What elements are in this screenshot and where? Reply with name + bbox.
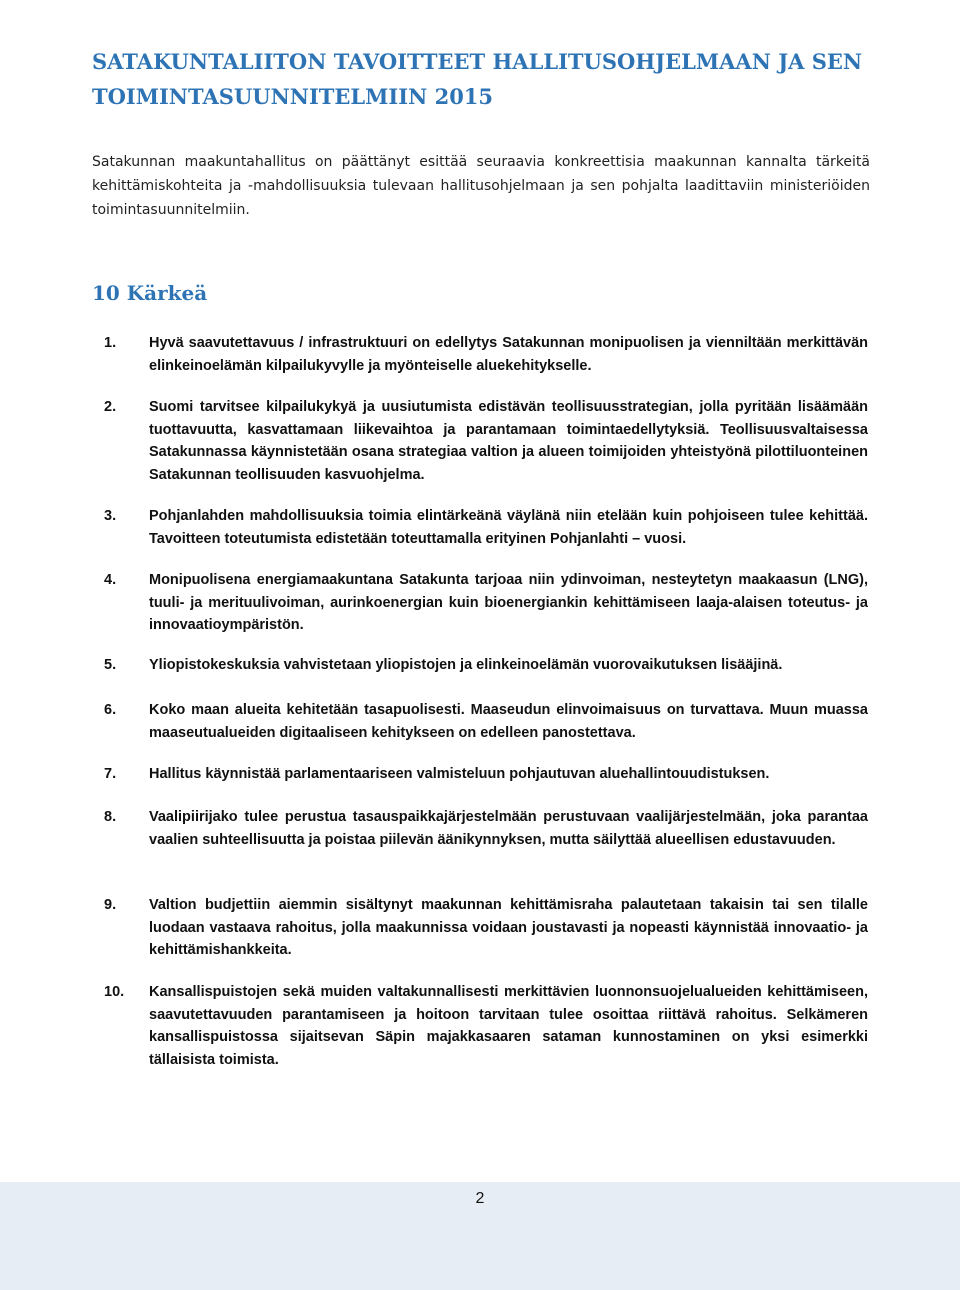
page-title: SATAKUNTALIITON TAVOITTEET HALLITUSOHJELMAAN JA SEN TOIMINTASUUNNITELMIIN 2015	[92, 49, 863, 109]
item-number: 10.	[104, 984, 125, 1000]
item-number: 7.	[104, 766, 117, 782]
list-item	[104, 699, 868, 744]
list-item	[104, 569, 868, 637]
item-text: Pohjanlahden mahdollisuuksia toimia elintärkeänä väylänä niin etelään kuin pohjoiseen tulee kehittää. Tavoitteen toteutumista edistetään toteuttamalla erityinen Pohjanlahti – vuosi.	[149, 508, 868, 547]
item-text: Hyvä saavutettavuus / infrastruktuuri on edellytys Satakunnan monipuolisen ja vienniltään merkittävän elinkeinoelämän kilpailukyvylle ja myönteiselle aluekehitykselle.	[149, 335, 868, 374]
item-text: Suomi tarvitsee kilpailukykyä ja uusiutumista edistävän teollisuusstrategian, jolla pyritään lisäämään tuottavuutta, kasvattamaan liikevaihtoa ja parantamaan toimintaedellytyksiä. Teollisuusvaltaisessa Satakunnassa käynnistetään osana strategiaa valtion ja alueen toimijoiden yhteistyönä pilottiluonteinen Satakunnan teollisuuden kasvuohjelma.	[149, 399, 868, 483]
list-item	[104, 763, 868, 786]
item-text: Vaalipiirijako tulee perustua tasauspaikkajärjestelmään perustuvaan vaalijärjestelmään, joka parantaa vaalien suhteellisuutta ja poistaa piilevän äänikynnyksen, mutta säilyttää alueellisen edustavuuden.	[149, 809, 868, 848]
page-number: 2	[475, 1190, 485, 1207]
item-number: 8.	[104, 809, 117, 825]
item-text: Valtion budjettiin aiemmin sisältynyt maakunnan kehittämisraha palautetaan takaisin tai sen tilalle luodaan vastaava rahoitus, jolla maakunnissa voidaan joustavasti ja nopeasti käynnistää innovaatio- ja kehittämishankkeita.	[149, 897, 868, 958]
item-number: 6.	[104, 702, 117, 718]
list-item	[104, 894, 868, 962]
item-text: Hallitus käynnistää parlamentaariseen valmisteluun pohjautuvan aluehallintouudistuksen.	[149, 766, 770, 782]
item-text: Yliopistokeskuksia vahvistetaan yliopistojen ja elinkeinoelämän vuorovaikutuksen lisääjinä.	[149, 657, 783, 673]
list-item	[104, 332, 868, 377]
section-heading: 10 Kärkeä	[92, 281, 208, 305]
item-number: 4.	[104, 572, 117, 588]
list-item	[104, 396, 868, 486]
item-number: 9.	[104, 897, 117, 913]
list-item	[104, 806, 868, 851]
item-number: 2.	[104, 399, 117, 415]
item-number: 1.	[104, 335, 117, 351]
item-text: Kansallispuistojen sekä muiden valtakunnallisesti merkittävien luonnonsuojelualueiden kehittämiseen, saavutettavuuden parantamiseen ja hoitoon tarvitaan tulee osoittaa riittävä rahoitus. Selkämeren kansallispuistossa sijaitsevan Säpin majakkasaaren sataman kunnostaminen on yksi esimerkki tällaisista toimista.	[149, 984, 868, 1068]
item-text: Monipuolisena energiamaakuntana Satakunta tarjoaa niin ydinvoiman, nesteytetyn maakaasun (LNG), tuuli- ja merituulivoiman, aurinkoenergian kuin bioenergiankin kehittämiseen laaja-alaisen toteutus- ja innovaatioympäristön.	[149, 572, 868, 633]
intro-paragraph: Satakunnan maakuntahallitus on päättänyt esittää seuraavia konkreettisia maakunnan kannalta tärkeitä kehittämiskohteita ja -mahdollisuuksia tulevaan hallitusohjelmaan ja sen pohjalta laadittaviin ministeriöiden toimintasuunnitelmiin.	[92, 154, 870, 218]
list-item	[104, 505, 868, 550]
item-number: 3.	[104, 508, 117, 524]
list-item	[104, 981, 868, 1071]
item-text: Koko maan alueita kehitetään tasapuolisesti. Maaseudun elinvoimaisuus on turvattava. Muun muassa maaseutualueiden digitaaliseen kehitykseen on edelleen panostettava.	[149, 702, 868, 741]
list-item	[104, 654, 868, 677]
item-number: 5.	[104, 657, 117, 673]
